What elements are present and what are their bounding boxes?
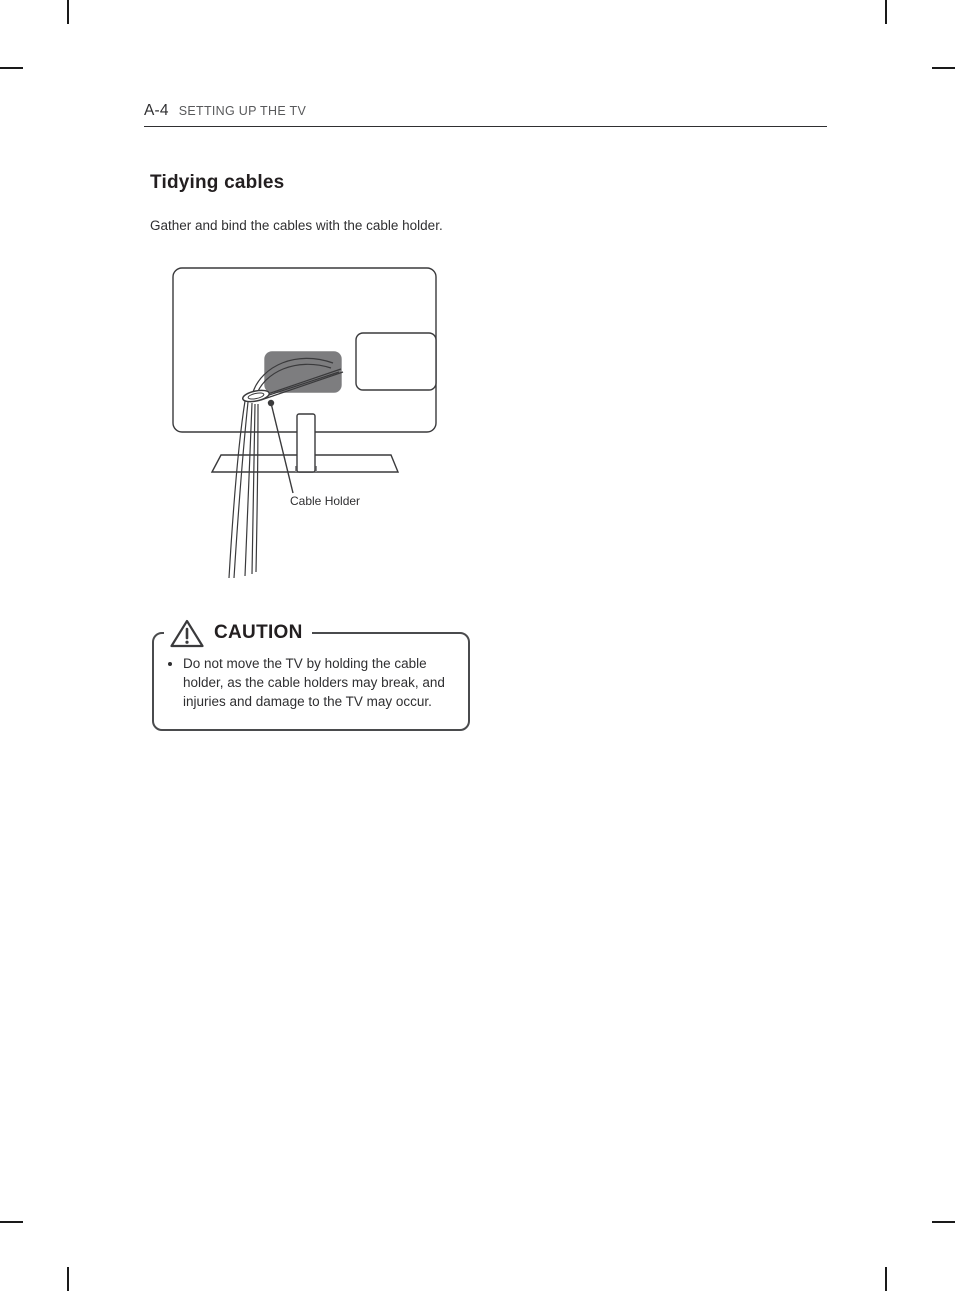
caution-list <box>168 654 454 711</box>
caution-bullet: • Do not move the TV by holding the cable holder, as the cable holders may break, and injuries and damage to the TV may occur. <box>183 654 465 711</box>
caution-title <box>164 618 312 648</box>
crop-mark-bottom-left-vertical <box>67 1267 69 1291</box>
crop-mark-right-bottom-horizontal <box>932 1221 955 1223</box>
side-panel-compartment <box>356 333 436 390</box>
section-title: SETTING UP THE TV <box>178 104 307 118</box>
stand-column <box>297 414 315 472</box>
intro-text: Gather and bind the cables with the cable holder. <box>150 218 443 233</box>
cable-holder-label: Cable Holder <box>290 494 361 508</box>
crop-mark-bottom-right-vertical <box>885 1267 887 1291</box>
running-header <box>144 102 827 127</box>
crop-mark-left-top-horizontal <box>0 67 23 69</box>
crop-mark-top-left-vertical <box>67 0 69 24</box>
page-title: Tidying cables <box>150 172 285 193</box>
tv-rear-illustration <box>150 260 480 595</box>
caution-title-text: CAUTION <box>214 622 303 643</box>
caution-box <box>152 622 470 731</box>
crop-mark-left-bottom-horizontal <box>0 1221 23 1223</box>
tv-rear-diagram <box>150 260 480 595</box>
crop-mark-right-top-horizontal <box>932 67 955 69</box>
page-number: A-4 <box>144 102 169 119</box>
warning-triangle-icon <box>169 618 205 648</box>
crop-mark-top-right-vertical <box>885 0 887 24</box>
